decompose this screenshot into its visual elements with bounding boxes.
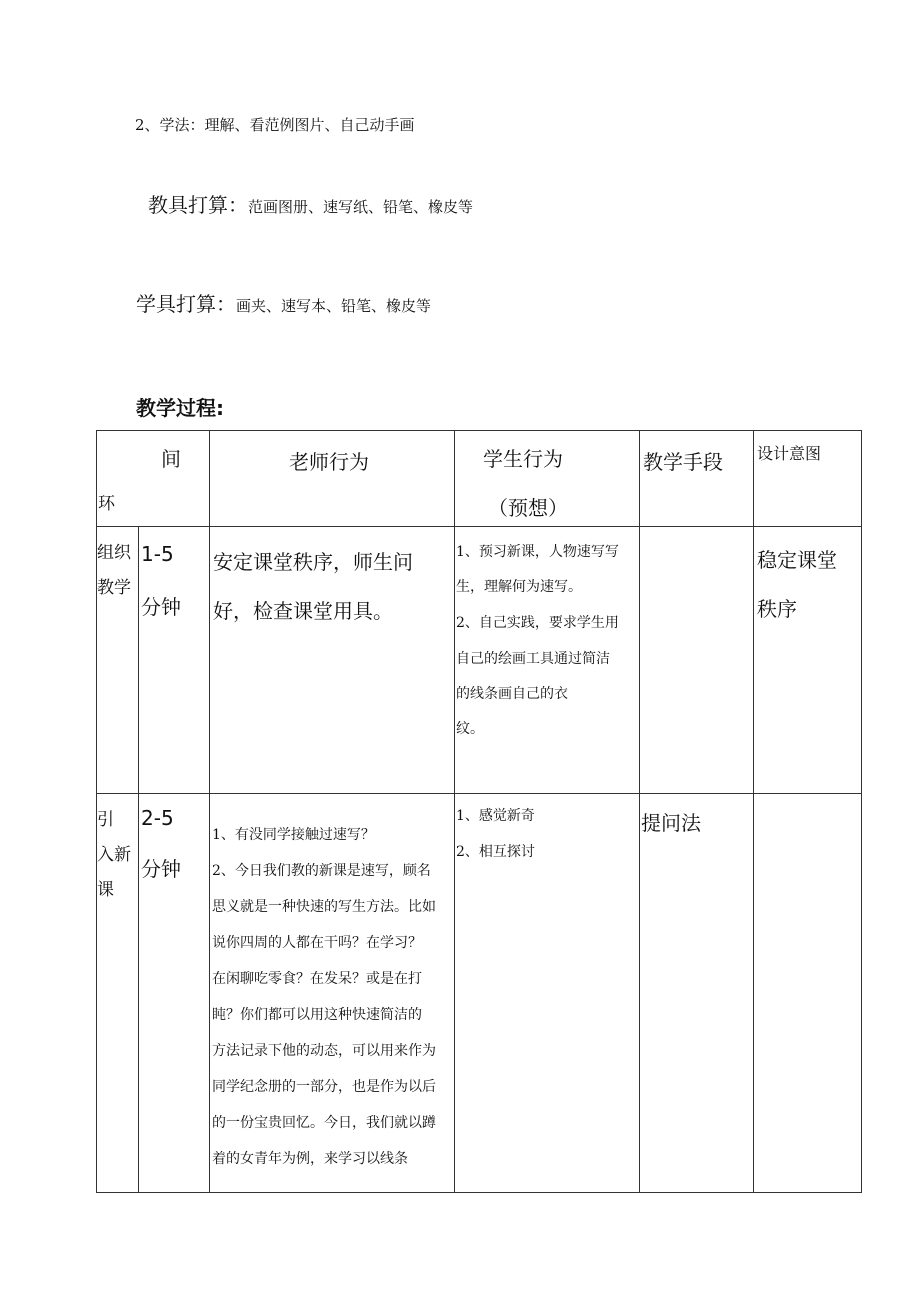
row1-time-line1: 1-5 xyxy=(141,542,174,566)
header-student: 学生行为 xyxy=(483,447,563,471)
teaching-tools-label: 教具打算： xyxy=(148,193,248,217)
row1-student-line4: 自己的绘画工具通过简洁 xyxy=(456,651,610,667)
header-teacher: 老师行为 xyxy=(289,450,369,474)
header-means: 教学手段 xyxy=(643,450,723,474)
row2-means: 提问法 xyxy=(641,811,701,835)
row2-teacher-line8: 同学纪念册的一部分，也是作为以后 xyxy=(212,1079,436,1095)
study-method-line: 2、学法：理解、看范例图片、自己动手画 xyxy=(135,116,415,134)
row2-teacher-line6: 盹？你们都可以用这种快速简洁的 xyxy=(212,1007,422,1023)
row2-student-line2: 2、相互探讨 xyxy=(456,844,535,860)
header-time: 间 xyxy=(161,447,181,471)
row2-teacher-line2: 2、今日我们教的新课是速写，顾名 xyxy=(212,863,431,879)
table-border-bottom xyxy=(96,1192,862,1193)
row1-student-line5: 的线条画自己的衣 xyxy=(456,686,568,702)
table-header-divider xyxy=(96,526,862,527)
table-col-divider-5 xyxy=(753,430,754,1192)
row1-student-line1: 1、预习新课，人物速写写 xyxy=(456,544,619,560)
row2-teacher-line3: 思义就是一种快速的写生方法。比如 xyxy=(212,899,436,915)
row2-time-line2: 分钟 xyxy=(141,857,181,881)
row2-teacher-line7: 方法记录下他的动态，可以用来作为 xyxy=(212,1043,436,1059)
table-col-divider-3 xyxy=(454,430,455,1192)
row1-design-line1: 稳定课堂 xyxy=(757,548,837,572)
teaching-tools-line xyxy=(148,189,473,218)
row2-student-line1: 1、感觉新奇 xyxy=(456,808,535,824)
row2-teacher-line4: 说你四周的人都在干吗？在学习？ xyxy=(212,935,422,951)
header-design: 设计意图 xyxy=(757,444,822,463)
row1-student-line3: 2、自己实践，要求学生用 xyxy=(456,615,619,631)
row2-stage-line1: 引 xyxy=(97,810,114,830)
header-stage: 环 xyxy=(98,494,115,514)
row1-stage-line1: 组织 xyxy=(97,543,131,563)
student-tools-line xyxy=(136,288,431,317)
row2-teacher-line10: 着的女青年为例，来学习以线条 xyxy=(212,1151,408,1167)
row1-time-line2: 分钟 xyxy=(141,595,181,619)
row2-stage-line3: 课 xyxy=(97,880,114,900)
row2-stage-line2: 入新 xyxy=(97,845,131,865)
student-tools-label: 学具打算： xyxy=(136,292,236,316)
row2-time-line1: 2-5 xyxy=(141,806,174,830)
row1-stage-line2: 教学 xyxy=(97,578,131,598)
table-col-divider-4 xyxy=(639,430,640,1192)
table-col-divider-2 xyxy=(209,430,210,1192)
row1-student-line2: 生，理解何为速写。 xyxy=(456,579,582,595)
table-row-divider xyxy=(96,793,862,794)
row1-teacher-line1: 安定课堂秩序，师生问 xyxy=(213,550,413,574)
row1-student-line6: 纹。 xyxy=(456,721,484,737)
teaching-tools-value: 范画图册、速写纸、铅笔、橡皮等 xyxy=(248,198,474,216)
process-title: 教学过程: xyxy=(136,396,224,420)
row2-teacher-line9: 的一份宝贵回忆。今日，我们就以蹲 xyxy=(212,1115,436,1131)
row1-design-line2: 秩序 xyxy=(757,597,797,621)
table-border-top xyxy=(96,430,862,431)
student-tools-value: 画夹、速写本、铅笔、橡皮等 xyxy=(236,297,432,315)
row2-teacher-line1: 1、有没同学接触过速写？ xyxy=(212,827,375,843)
header-student-sub: （预想） xyxy=(488,496,568,520)
table-border-right xyxy=(861,430,862,1192)
row2-teacher-line5: 在闲聊吃零食？在发呆？或是在打 xyxy=(212,971,422,987)
table-col-divider-1 xyxy=(138,526,139,1192)
row1-teacher-line2: 好，检查课堂用具。 xyxy=(213,599,393,623)
